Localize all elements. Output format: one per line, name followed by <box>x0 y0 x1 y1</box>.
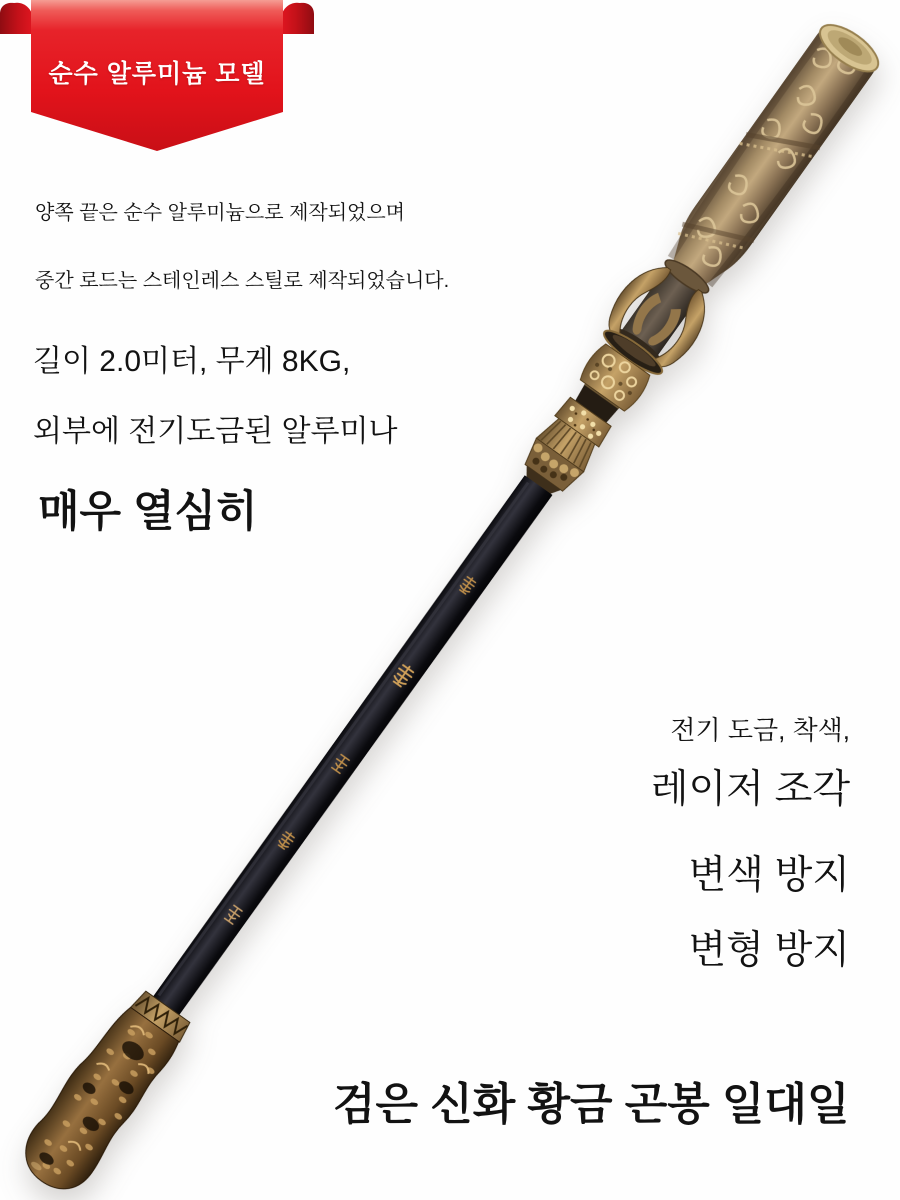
description-line-1: 양쪽 끝은 순수 알루미늄으로 제작되었으며 <box>35 202 405 224</box>
description-line-2: 중간 로드는 스테인레스 스틸로 제작되었습니다. <box>35 270 450 292</box>
spec-line-1: 길이 2.0미터, 무게 8KG, <box>33 345 351 378</box>
feature-line-3: 변색 방지 <box>688 854 850 897</box>
pure-aluminum-badge <box>0 0 320 160</box>
spec-line-2: 외부에 전기도금된 알루미나 <box>33 415 398 448</box>
ribbon-fold-right <box>281 3 314 34</box>
staff-bottom-ornament <box>11 984 195 1200</box>
feature-line-1: 전기 도금, 착색, <box>670 715 850 745</box>
staff-head <box>656 16 886 301</box>
product-title: 검은 신화 황금 곤봉 일대일 <box>333 1080 850 1129</box>
staff-rod <box>153 475 552 1017</box>
emphasis-line: 매우 열심히 <box>38 488 258 536</box>
feature-line-4: 변형 방지 <box>688 929 850 972</box>
feature-line-2: 레이저 조각 <box>650 768 850 811</box>
ribbon-fold-left <box>0 3 33 34</box>
badge-label: 순수 알루미늄 모델 <box>48 60 266 88</box>
